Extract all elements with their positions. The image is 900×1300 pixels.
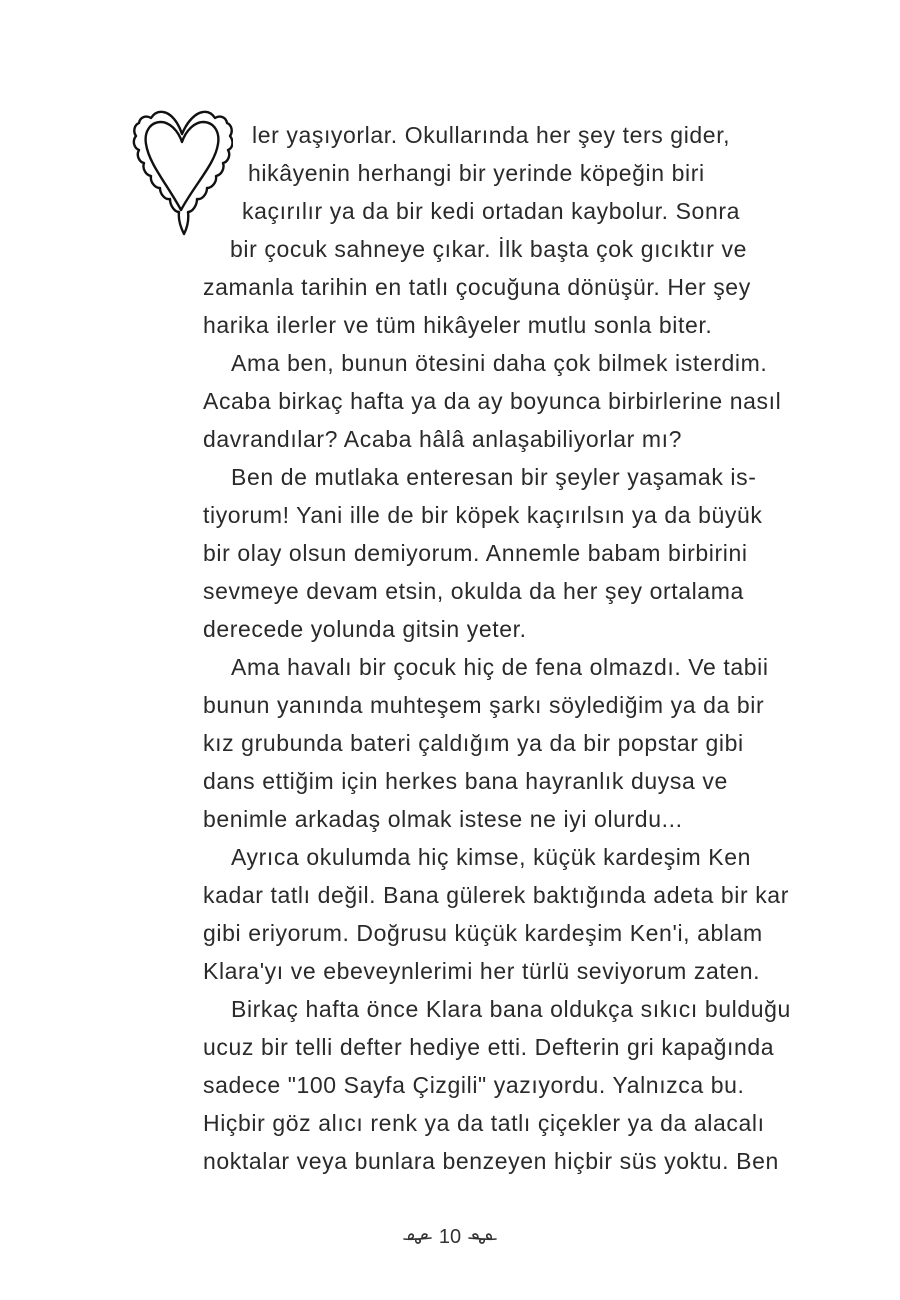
text-line: noktalar veya bunlara benzeyen hiçbir süs yoktu. Ben — [203, 1148, 779, 1174]
page-number-footer — [0, 1226, 900, 1249]
text-line: Birkaç hafta önce Klara bana oldukça sıkıcı bulduğu — [231, 996, 791, 1022]
text-line: derecede yolunda gitsin yeter. — [203, 616, 527, 642]
text-line: kadar tatlı değil. Bana gülerek baktığında adeta bir kar — [203, 882, 789, 908]
text-line: Acaba birkaç hafta ya da ay boyunca birbirlerine nasıl — [203, 388, 782, 414]
text-line: benimle arkadaş olmak istese ne iyi olurdu... — [203, 806, 683, 832]
text-line: bunun yanında muhteşem şarkı söylediğim ya da bir — [203, 692, 765, 718]
text-line: bir çocuk sahneye çıkar. İlk başta çok gıcıktır ve — [230, 236, 748, 262]
text-line: sevmeye devam etsin, okulda da her şey ortalama — [203, 578, 744, 604]
right-vine-ornament-icon — [467, 1231, 497, 1245]
text-line: gibi eriyorum. Doğrusu küçük kardeşim Ken'i, ablam — [203, 920, 763, 946]
text-line: dans ettiğim için herkes bana hayranlık duysa ve — [203, 768, 728, 794]
text-line: kaçırılır ya da bir kedi ortadan kaybolur. Sonra — [242, 198, 740, 224]
text-line: Hiçbir göz alıcı renk ya da tatlı çiçekler ya da alacalı — [203, 1110, 765, 1136]
text-line: Klara'yı ve ebeveynlerimi her türlü seviyorum zaten. — [203, 958, 761, 984]
text-line: hikâyenin herhangi bir yerinde köpeğin biri — [248, 160, 705, 186]
text-line: davrandılar? Acaba hâlâ anlaşabiliyorlar mı? — [203, 426, 682, 452]
heart-icon — [131, 104, 233, 240]
text-line: harika ilerler ve tüm hikâyeler mutlu sonla biter. — [203, 312, 713, 338]
text-line: Ayrıca okulumda hiç kimse, küçük kardeşim Ken — [231, 844, 751, 870]
left-vine-ornament-icon — [403, 1231, 433, 1245]
text-line: Ama havalı bir çocuk hiç de fena olmazdı. Ve tabii — [231, 654, 769, 680]
text-line: Ama ben, bunun ötesini daha çok bilmek isterdim. — [231, 350, 768, 376]
text-line: zamanla tarihin en tatlı çocuğuna dönüşür. Her şey — [203, 274, 751, 300]
text-line: sadece "100 Sayfa Çizgili" yazıyordu. Yalnızca bu. — [203, 1072, 745, 1098]
text-line: tiyorum! Yani ille de bir köpek kaçırılsın ya da büyük — [203, 502, 763, 528]
text-line: kız grubunda bateri çaldığım ya da bir popstar gibi — [203, 730, 744, 756]
text-line: ucuz bir telli defter hediye etti. Defterin gri kapağında — [203, 1034, 775, 1060]
text-line: Ben de mutlaka enteresan bir şeyler yaşamak is- — [231, 464, 757, 490]
text-line: bir olay olsun demiyorum. Annemle babam birbirini — [203, 540, 748, 566]
text-line: ler yaşıyorlar. Okullarında her şey ters gider, — [252, 122, 731, 148]
page-number: 10 — [438, 1226, 462, 1248]
